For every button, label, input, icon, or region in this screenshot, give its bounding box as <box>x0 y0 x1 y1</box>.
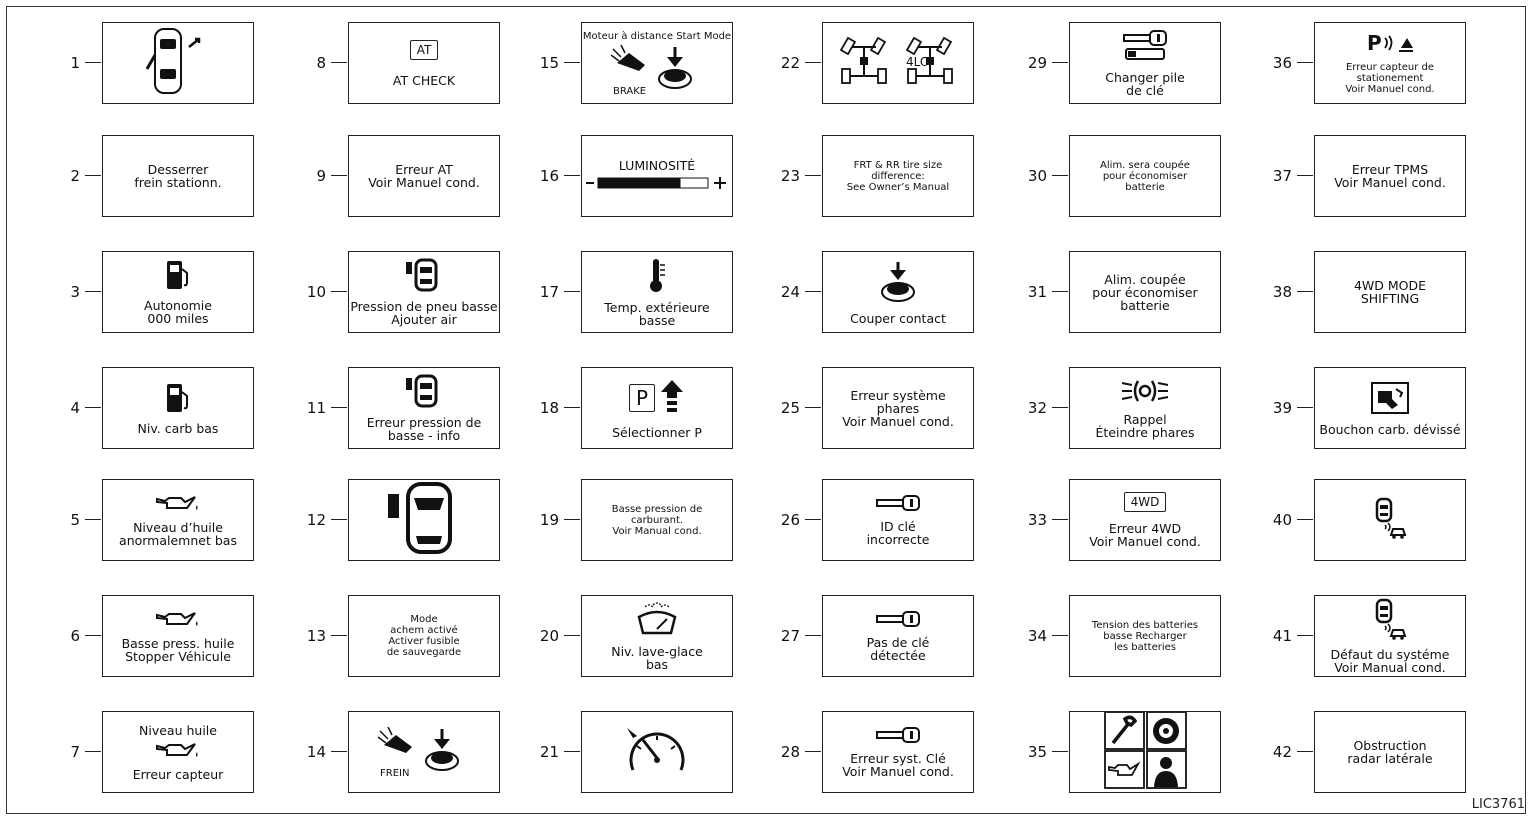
message-item-11 <box>286 367 531 449</box>
message-title: Moteur à distance Start Mode <box>582 31 732 42</box>
message-badge: AT <box>410 40 439 60</box>
tire-pressure-icon <box>404 258 444 296</box>
message-display <box>102 22 254 104</box>
message-text: Niv. carb bas <box>137 420 219 436</box>
item-number: 39 <box>1272 399 1292 417</box>
message-text: Erreur système phares Voir Manuel cond. <box>842 387 954 429</box>
leader-line <box>1052 175 1068 176</box>
icon-row <box>155 609 201 633</box>
item-number: 34 <box>1027 627 1047 645</box>
leader-line <box>1297 751 1313 752</box>
icon-row <box>834 33 962 93</box>
message-display <box>348 135 500 217</box>
message-item-25 <box>760 367 1005 449</box>
item-number: 6 <box>70 627 80 645</box>
svg-text:P: P <box>1367 31 1382 54</box>
message-text: Bouchon carb. dévissé <box>1319 421 1461 437</box>
message-display <box>1069 595 1221 677</box>
item-number: 41 <box>1272 627 1292 645</box>
message-display <box>822 479 974 561</box>
message-text: Erreur capteur de stationement Voir Manuel cond. <box>1345 61 1435 95</box>
message-display <box>348 367 500 449</box>
icon-row <box>1373 497 1407 543</box>
thermometer-icon <box>646 257 668 297</box>
message-display <box>581 251 733 333</box>
key-icon <box>875 494 921 516</box>
icon-label: BRAKE <box>613 86 647 97</box>
icon-row <box>878 260 918 308</box>
icon-row <box>1370 381 1410 419</box>
car-door-icon <box>384 480 464 560</box>
leader-line <box>85 62 101 63</box>
message-item-30 <box>1007 135 1252 217</box>
message-display <box>348 251 500 333</box>
message-item-21 <box>519 711 764 793</box>
message-item-17 <box>519 251 764 333</box>
message-text: Mode achem activé Activer fusible de sauvegarde <box>386 614 462 658</box>
leader-line <box>805 62 821 63</box>
icon-row <box>1120 377 1170 409</box>
message-title: Niveau huile <box>139 722 217 738</box>
badge-row <box>410 40 439 70</box>
item-number: 8 <box>316 54 326 72</box>
badge-row <box>1124 492 1167 518</box>
message-item-23 <box>760 135 1005 217</box>
message-display <box>1069 479 1221 561</box>
message-display <box>348 595 500 677</box>
message-item-6 <box>40 595 285 677</box>
message-display <box>1314 251 1466 333</box>
message-item-15 <box>519 22 764 104</box>
leader-line <box>331 291 347 292</box>
message-display <box>1069 711 1221 793</box>
message-text: Erreur TPMS Voir Manuel cond. <box>1334 162 1446 190</box>
message-display <box>1069 251 1221 333</box>
message-display <box>348 479 500 561</box>
message-item-28 <box>760 711 1005 793</box>
leader-line <box>805 519 821 520</box>
message-text: Temp. extérieure basse <box>604 300 710 328</box>
key-icon <box>875 726 921 748</box>
item-number: 22 <box>780 54 800 72</box>
leader-line <box>805 635 821 636</box>
message-item-16 <box>519 135 764 217</box>
item-number: 18 <box>539 399 559 417</box>
message-text: Erreur syst. Clé Voir Manuel cond. <box>842 751 954 779</box>
item-number: 30 <box>1027 167 1047 185</box>
message-item-27 <box>760 595 1005 677</box>
message-item-33 <box>1007 479 1252 561</box>
item-number: 31 <box>1027 283 1047 301</box>
item-number: 36 <box>1272 54 1292 72</box>
item-number: 32 <box>1027 399 1047 417</box>
message-item-29 <box>1007 22 1252 104</box>
door-open-icon <box>143 25 213 101</box>
leader-line <box>1052 291 1068 292</box>
item-number: 16 <box>539 167 559 185</box>
icon-row <box>635 601 679 641</box>
leader-line <box>85 635 101 636</box>
leader-line <box>564 751 580 752</box>
message-display <box>1069 135 1221 217</box>
icon-row <box>1075 711 1215 793</box>
oil-can-icon <box>155 740 201 764</box>
item-number: 26 <box>780 511 800 529</box>
message-text: 4WD MODE SHIFTING <box>1353 278 1427 306</box>
item-number: 9 <box>316 167 326 185</box>
message-text: Basse pression de carburant. Voir Manual cond. <box>611 503 703 537</box>
icon-row <box>609 45 705 95</box>
fuel-cap-icon <box>1370 381 1410 419</box>
message-badge: 4WD <box>1124 492 1167 512</box>
message-display <box>822 251 974 333</box>
radar-car-icon <box>1373 598 1407 644</box>
message-item-40 <box>1252 479 1497 561</box>
message-text: Pression de pneu basse Ajouter air <box>350 299 498 327</box>
brightness-bar-icon <box>584 175 730 194</box>
item-number: 37 <box>1272 167 1292 185</box>
tire-pressure-icon <box>404 374 444 412</box>
leader-line <box>331 635 347 636</box>
message-display <box>102 367 254 449</box>
icon-row <box>584 175 730 194</box>
item-number: 1 <box>70 54 80 72</box>
message-item-41 <box>1252 595 1497 677</box>
fuel-pump-icon <box>164 382 192 418</box>
item-number: 5 <box>70 511 80 529</box>
message-display <box>581 479 733 561</box>
leader-line <box>1297 519 1313 520</box>
item-number: 42 <box>1272 743 1292 761</box>
oil-can-icon <box>155 493 201 517</box>
item-number: 21 <box>539 743 559 761</box>
message-text: Couper contact <box>850 310 946 326</box>
leader-line <box>1052 635 1068 636</box>
message-display <box>1314 595 1466 677</box>
speedometer-icon <box>623 722 691 782</box>
message-text: Niv. lave-glace bas <box>611 644 703 672</box>
message-text: Pas de clé détectée <box>866 635 930 663</box>
leader-line <box>1297 175 1313 176</box>
message-item-13 <box>286 595 531 677</box>
leader-line <box>805 291 821 292</box>
leader-line <box>1297 62 1313 63</box>
washer-fluid-icon <box>635 601 679 641</box>
icon-row <box>875 726 921 748</box>
message-display <box>1314 135 1466 217</box>
leader-line <box>1297 635 1313 636</box>
leader-line <box>1052 519 1068 520</box>
message-item-36 <box>1252 22 1497 104</box>
icon-row <box>384 480 464 560</box>
item-number: 27 <box>780 627 800 645</box>
icon-row <box>875 610 921 632</box>
message-display <box>102 251 254 333</box>
message-text: Erreur pression de basse - info <box>366 415 482 443</box>
icon-row <box>404 258 444 296</box>
message-item-31 <box>1007 251 1252 333</box>
icon-row <box>143 25 213 101</box>
message-item-38 <box>1252 251 1497 333</box>
leader-line <box>564 635 580 636</box>
leader-line <box>85 175 101 176</box>
message-item-8 <box>286 22 531 104</box>
message-item-12 <box>286 479 531 561</box>
parking-sensor-icon <box>1367 32 1413 58</box>
message-display <box>1314 367 1466 449</box>
leader-line <box>85 407 101 408</box>
message-text: FRT & RR tire size difference: See Owner’s Manual <box>846 159 950 193</box>
icon-row <box>155 740 201 764</box>
message-text: Alim. coupée pour économiser batterie <box>1092 271 1198 313</box>
message-text: ID clé incorrecte <box>866 519 930 547</box>
icon-row <box>623 722 691 782</box>
message-text: AT CHECK <box>392 72 456 88</box>
leader-line <box>1052 751 1068 752</box>
icon-row <box>646 257 668 297</box>
item-number: 24 <box>780 283 800 301</box>
message-text: Changer pile de clé <box>1105 70 1185 98</box>
leader-line <box>331 751 347 752</box>
item-number: 7 <box>70 743 80 761</box>
oil-can-icon <box>155 609 201 633</box>
message-display <box>1314 479 1466 561</box>
message-item-39 <box>1252 367 1497 449</box>
message-display <box>822 22 974 104</box>
message-display <box>822 711 974 793</box>
message-item-3 <box>40 251 285 333</box>
message-display <box>102 595 254 677</box>
message-item-26 <box>760 479 1005 561</box>
message-display <box>348 22 500 104</box>
icon-row <box>1367 32 1413 58</box>
message-display <box>581 595 733 677</box>
message-item-2 <box>40 135 285 217</box>
fuel-pump-icon <box>164 259 192 295</box>
item-number: 40 <box>1272 511 1292 529</box>
icon-row <box>164 259 192 295</box>
item-number: 20 <box>539 627 559 645</box>
icon-row <box>155 493 201 517</box>
leader-line <box>564 175 580 176</box>
leader-line <box>1052 407 1068 408</box>
item-number: 38 <box>1272 283 1292 301</box>
radar-car-icon <box>1373 497 1407 543</box>
message-item-42 <box>1252 711 1497 793</box>
message-item-32 <box>1007 367 1252 449</box>
message-text: Erreur capteur <box>132 766 224 782</box>
message-item-37 <box>1252 135 1497 217</box>
message-text: Basse press. huile Stopper Véhicule <box>121 636 235 664</box>
key-battery-icon <box>1122 29 1168 67</box>
headlight-icon <box>1120 377 1170 409</box>
leader-line <box>805 407 821 408</box>
message-text: Autonomie 000 miles <box>144 298 212 326</box>
message-display <box>581 367 733 449</box>
message-display <box>1069 22 1221 104</box>
item-number: 14 <box>306 743 326 761</box>
icon-row <box>1373 598 1407 644</box>
message-item-20 <box>519 595 764 677</box>
leader-line <box>1297 291 1313 292</box>
icon-label: 4LO <box>906 55 930 69</box>
item-number: 23 <box>780 167 800 185</box>
message-item-34 <box>1007 595 1252 677</box>
item-number: 35 <box>1027 743 1047 761</box>
message-display <box>1069 367 1221 449</box>
leader-line <box>564 407 580 408</box>
ignition-push-icon <box>878 260 918 308</box>
item-number: 29 <box>1027 54 1047 72</box>
message-text: Tension des batteries basse Recharger les batteries <box>1091 619 1199 653</box>
message-text: Défaut du systéme Voir Manual cond. <box>1330 647 1450 675</box>
item-number: 12 <box>306 511 326 529</box>
item-number: 13 <box>306 627 326 645</box>
leader-line <box>85 519 101 520</box>
icon-row <box>404 374 444 412</box>
message-item-5 <box>40 479 285 561</box>
message-display <box>1314 711 1466 793</box>
icon-row <box>376 727 472 777</box>
item-number: 19 <box>539 511 559 529</box>
badge-row <box>629 378 685 418</box>
message-text: Obstruction radar latérale <box>1347 738 1433 766</box>
message-item-7 <box>40 711 285 793</box>
message-item-1 <box>40 22 285 104</box>
message-badge: P <box>629 384 655 412</box>
message-text: Sélectionner P <box>612 424 702 440</box>
message-display <box>822 595 974 677</box>
park-shift-icon <box>659 378 685 418</box>
key-icon <box>875 610 921 632</box>
item-number: 25 <box>780 399 800 417</box>
message-item-9 <box>286 135 531 217</box>
message-display <box>581 711 733 793</box>
leader-line <box>1297 407 1313 408</box>
item-number: 28 <box>780 743 800 761</box>
message-item-19 <box>519 479 764 561</box>
item-number: 33 <box>1027 511 1047 529</box>
leader-line <box>331 62 347 63</box>
message-item-10 <box>286 251 531 333</box>
leader-line <box>564 62 580 63</box>
message-text: Erreur 4WD Voir Manuel cond. <box>1089 521 1201 549</box>
leader-line <box>564 519 580 520</box>
message-item-24 <box>760 251 1005 333</box>
message-display <box>1314 22 1466 104</box>
leader-line <box>1052 62 1068 63</box>
message-item-4 <box>40 367 285 449</box>
item-number: 4 <box>70 399 80 417</box>
item-number: 15 <box>539 54 559 72</box>
leader-line <box>331 175 347 176</box>
message-item-18 <box>519 367 764 449</box>
message-item-14 <box>286 711 531 793</box>
icon-label: FREIN <box>380 768 410 779</box>
item-number: 17 <box>539 283 559 301</box>
message-item-35 <box>1007 711 1252 793</box>
message-text: Niveau d’huile anormalemnet bas <box>119 520 237 548</box>
message-display <box>348 711 500 793</box>
message-display <box>102 135 254 217</box>
reference-code: LIC3761 <box>1471 797 1525 812</box>
leader-line <box>85 291 101 292</box>
maintenance-grid-icon <box>1075 711 1215 793</box>
message-display <box>822 367 974 449</box>
4wd-drivetrain-icon <box>834 33 962 93</box>
item-number: 11 <box>306 399 326 417</box>
item-number: 2 <box>70 167 80 185</box>
message-display <box>581 22 733 104</box>
leader-line <box>805 751 821 752</box>
icon-row <box>1122 29 1168 67</box>
message-display <box>581 135 733 217</box>
message-text: Rappel Éteindre phares <box>1095 412 1195 440</box>
leader-line <box>805 175 821 176</box>
leader-line <box>331 519 347 520</box>
icon-row <box>875 494 921 516</box>
message-display <box>102 711 254 793</box>
item-number: 3 <box>70 283 80 301</box>
message-display <box>822 135 974 217</box>
icon-row <box>164 382 192 418</box>
message-text: Alim. sera coupée pour économiser batterie <box>1100 159 1190 193</box>
leader-line <box>564 291 580 292</box>
message-title: LUMINOSITÉ <box>618 157 696 173</box>
message-text: Desserrer frein stationn. <box>134 162 222 190</box>
leader-line <box>85 751 101 752</box>
message-text: Erreur AT Voir Manuel cond. <box>368 162 480 190</box>
message-display <box>102 479 254 561</box>
leader-line <box>331 407 347 408</box>
item-number: 10 <box>306 283 326 301</box>
message-item-22 <box>760 22 1005 104</box>
